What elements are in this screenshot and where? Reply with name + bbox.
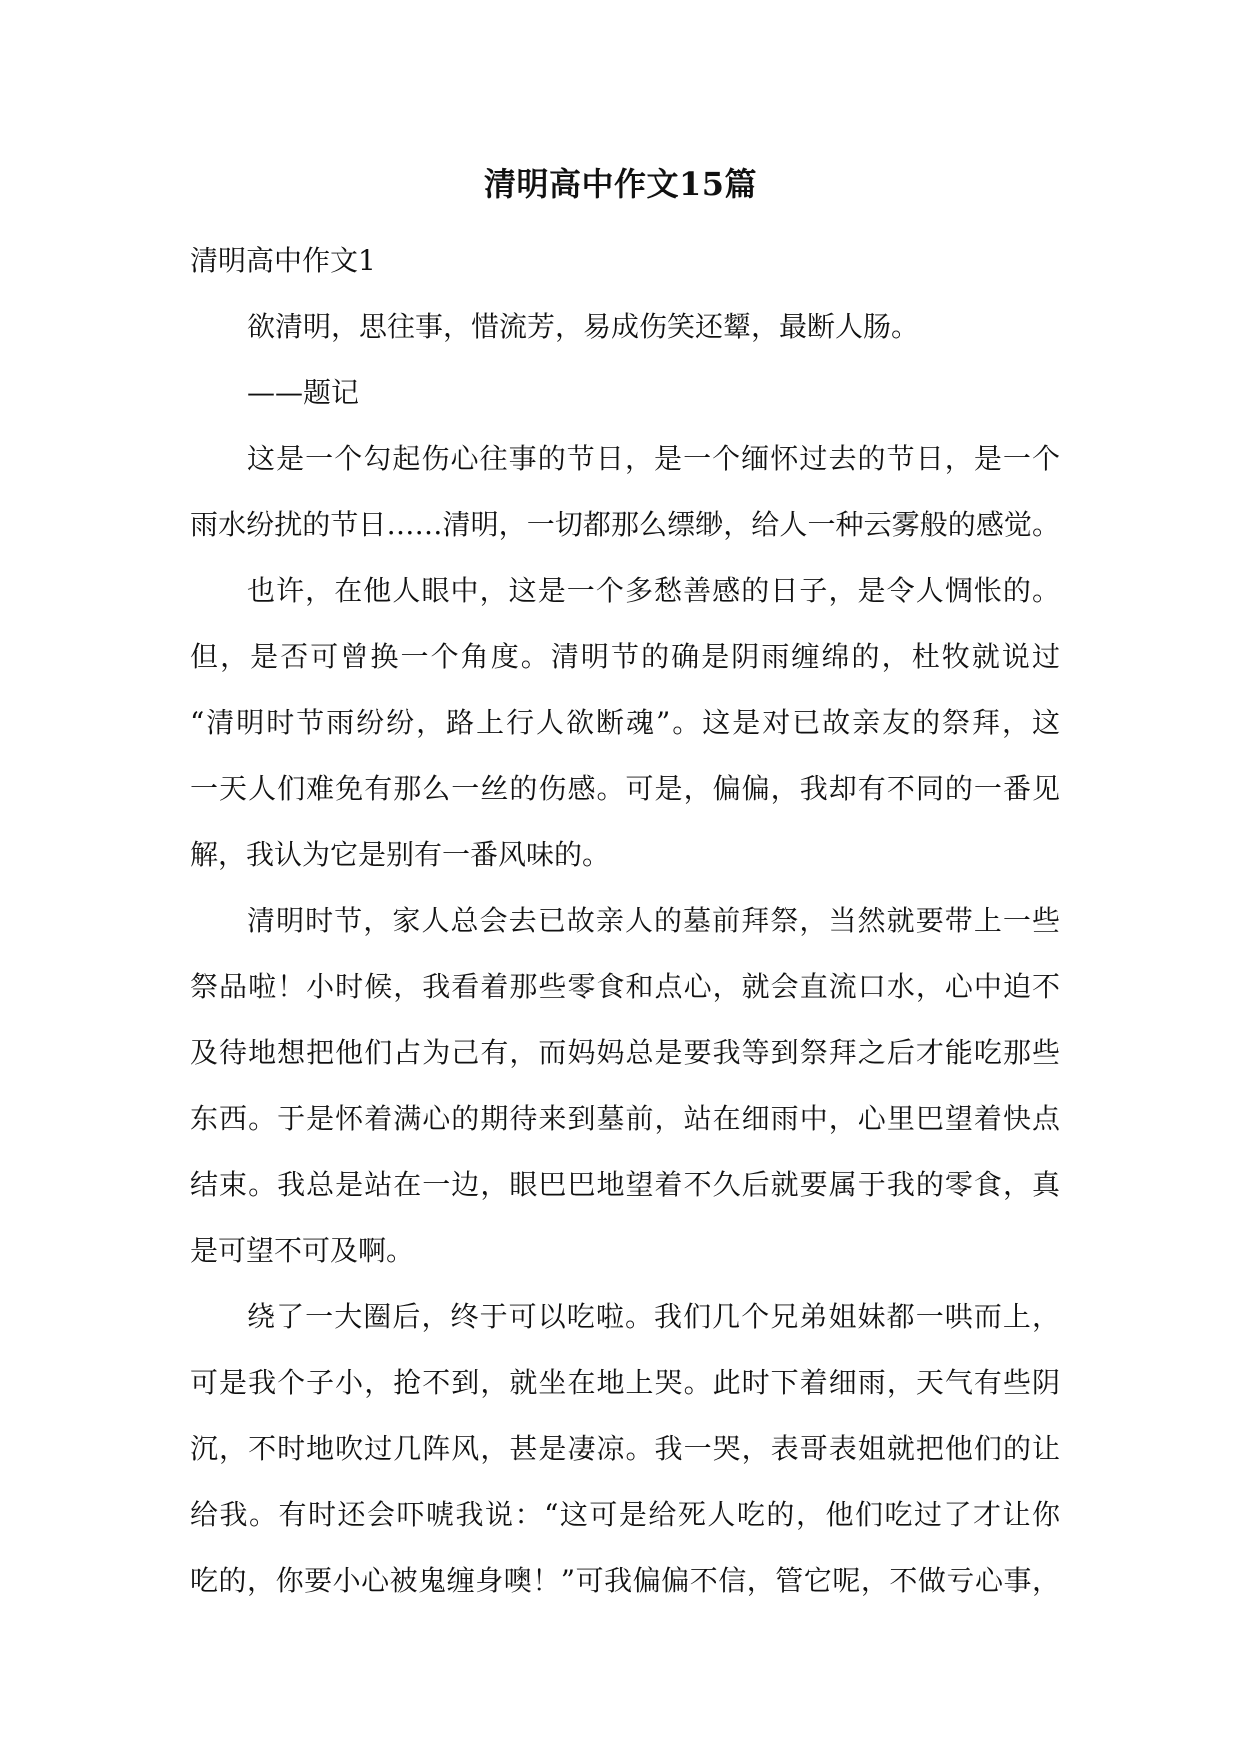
epigraph-line: 欲清明，思往事，惜流芳，易成伤笑还颦，最断人肠。: [247, 310, 920, 343]
paragraph-line: 及待地想把他们占为己有，而妈妈总是要我等到祭拜之后才能吃那些: [190, 1036, 1060, 1069]
paragraph-line: 结束。我总是站在一边，眼巴巴地望着不久后就要属于我的零食，真: [190, 1168, 1060, 1201]
paragraph-line: 可是我个子小，抢不到，就坐在地上哭。此时下着细雨，天气有些阴: [190, 1366, 1060, 1399]
paragraph-line: 是可望不可及啊。: [190, 1234, 415, 1267]
paragraph-line: 也许，在他人眼中，这是一个多愁善感的日子，是令人惆怅的。: [247, 574, 1060, 607]
epigraph-attribution: ——题记: [247, 376, 360, 409]
paragraph-line: 吃的，你要小心被鬼缠身噢！”可我偏偏不信，管它呢，不做亏心事，: [190, 1564, 1060, 1597]
paragraph-line: 解，我认为它是别有一番风味的。: [190, 838, 611, 871]
paragraph-line: 雨水纷扰的节日……清明，一切都那么缥缈，给人一种云雾般的感觉。: [190, 508, 1060, 541]
paragraph-line: 东西。于是怀着满心的期待来到墓前，站在细雨中，心里巴望着快点: [190, 1102, 1060, 1135]
paragraph-line: 祭品啦！小时候，我看着那些零食和点心，就会直流口水，心中迫不: [190, 970, 1060, 1003]
document-body: [190, 228, 1060, 1614]
paragraph-line: 但，是否可曾换一个角度。清明节的确是阴雨缠绵的，杜牧就说过: [190, 640, 1060, 673]
section-heading: 清明高中作文1: [190, 244, 376, 277]
paragraph-line: “清明时节雨纷纷，路上行人欲断魂”。这是对已故亲友的祭拜，这: [190, 706, 1060, 739]
paragraph-line: 一天人们难免有那么一丝的伤感。可是，偏偏，我却有不同的一番见: [190, 772, 1060, 805]
paragraph-line: 这是一个勾起伤心往事的节日，是一个缅怀过去的节日，是一个: [247, 442, 1060, 475]
paragraph-line: 绕了一大圈后，终于可以吃啦。我们几个兄弟姐妹都一哄而上，: [247, 1300, 1060, 1333]
paragraph-line: 给我。有时还会吓唬我说：“这可是给死人吃的，他们吃过了才让你: [190, 1498, 1060, 1531]
paragraph-line: 清明时节，家人总会去已故亲人的墓前拜祭，当然就要带上一些: [247, 904, 1060, 937]
paragraph-line: 沉，不时地吹过几阵风，甚是凄凉。我一哭，表哥表姐就把他们的让: [190, 1432, 1060, 1465]
document-title: 清明高中作文15篇: [483, 165, 758, 203]
